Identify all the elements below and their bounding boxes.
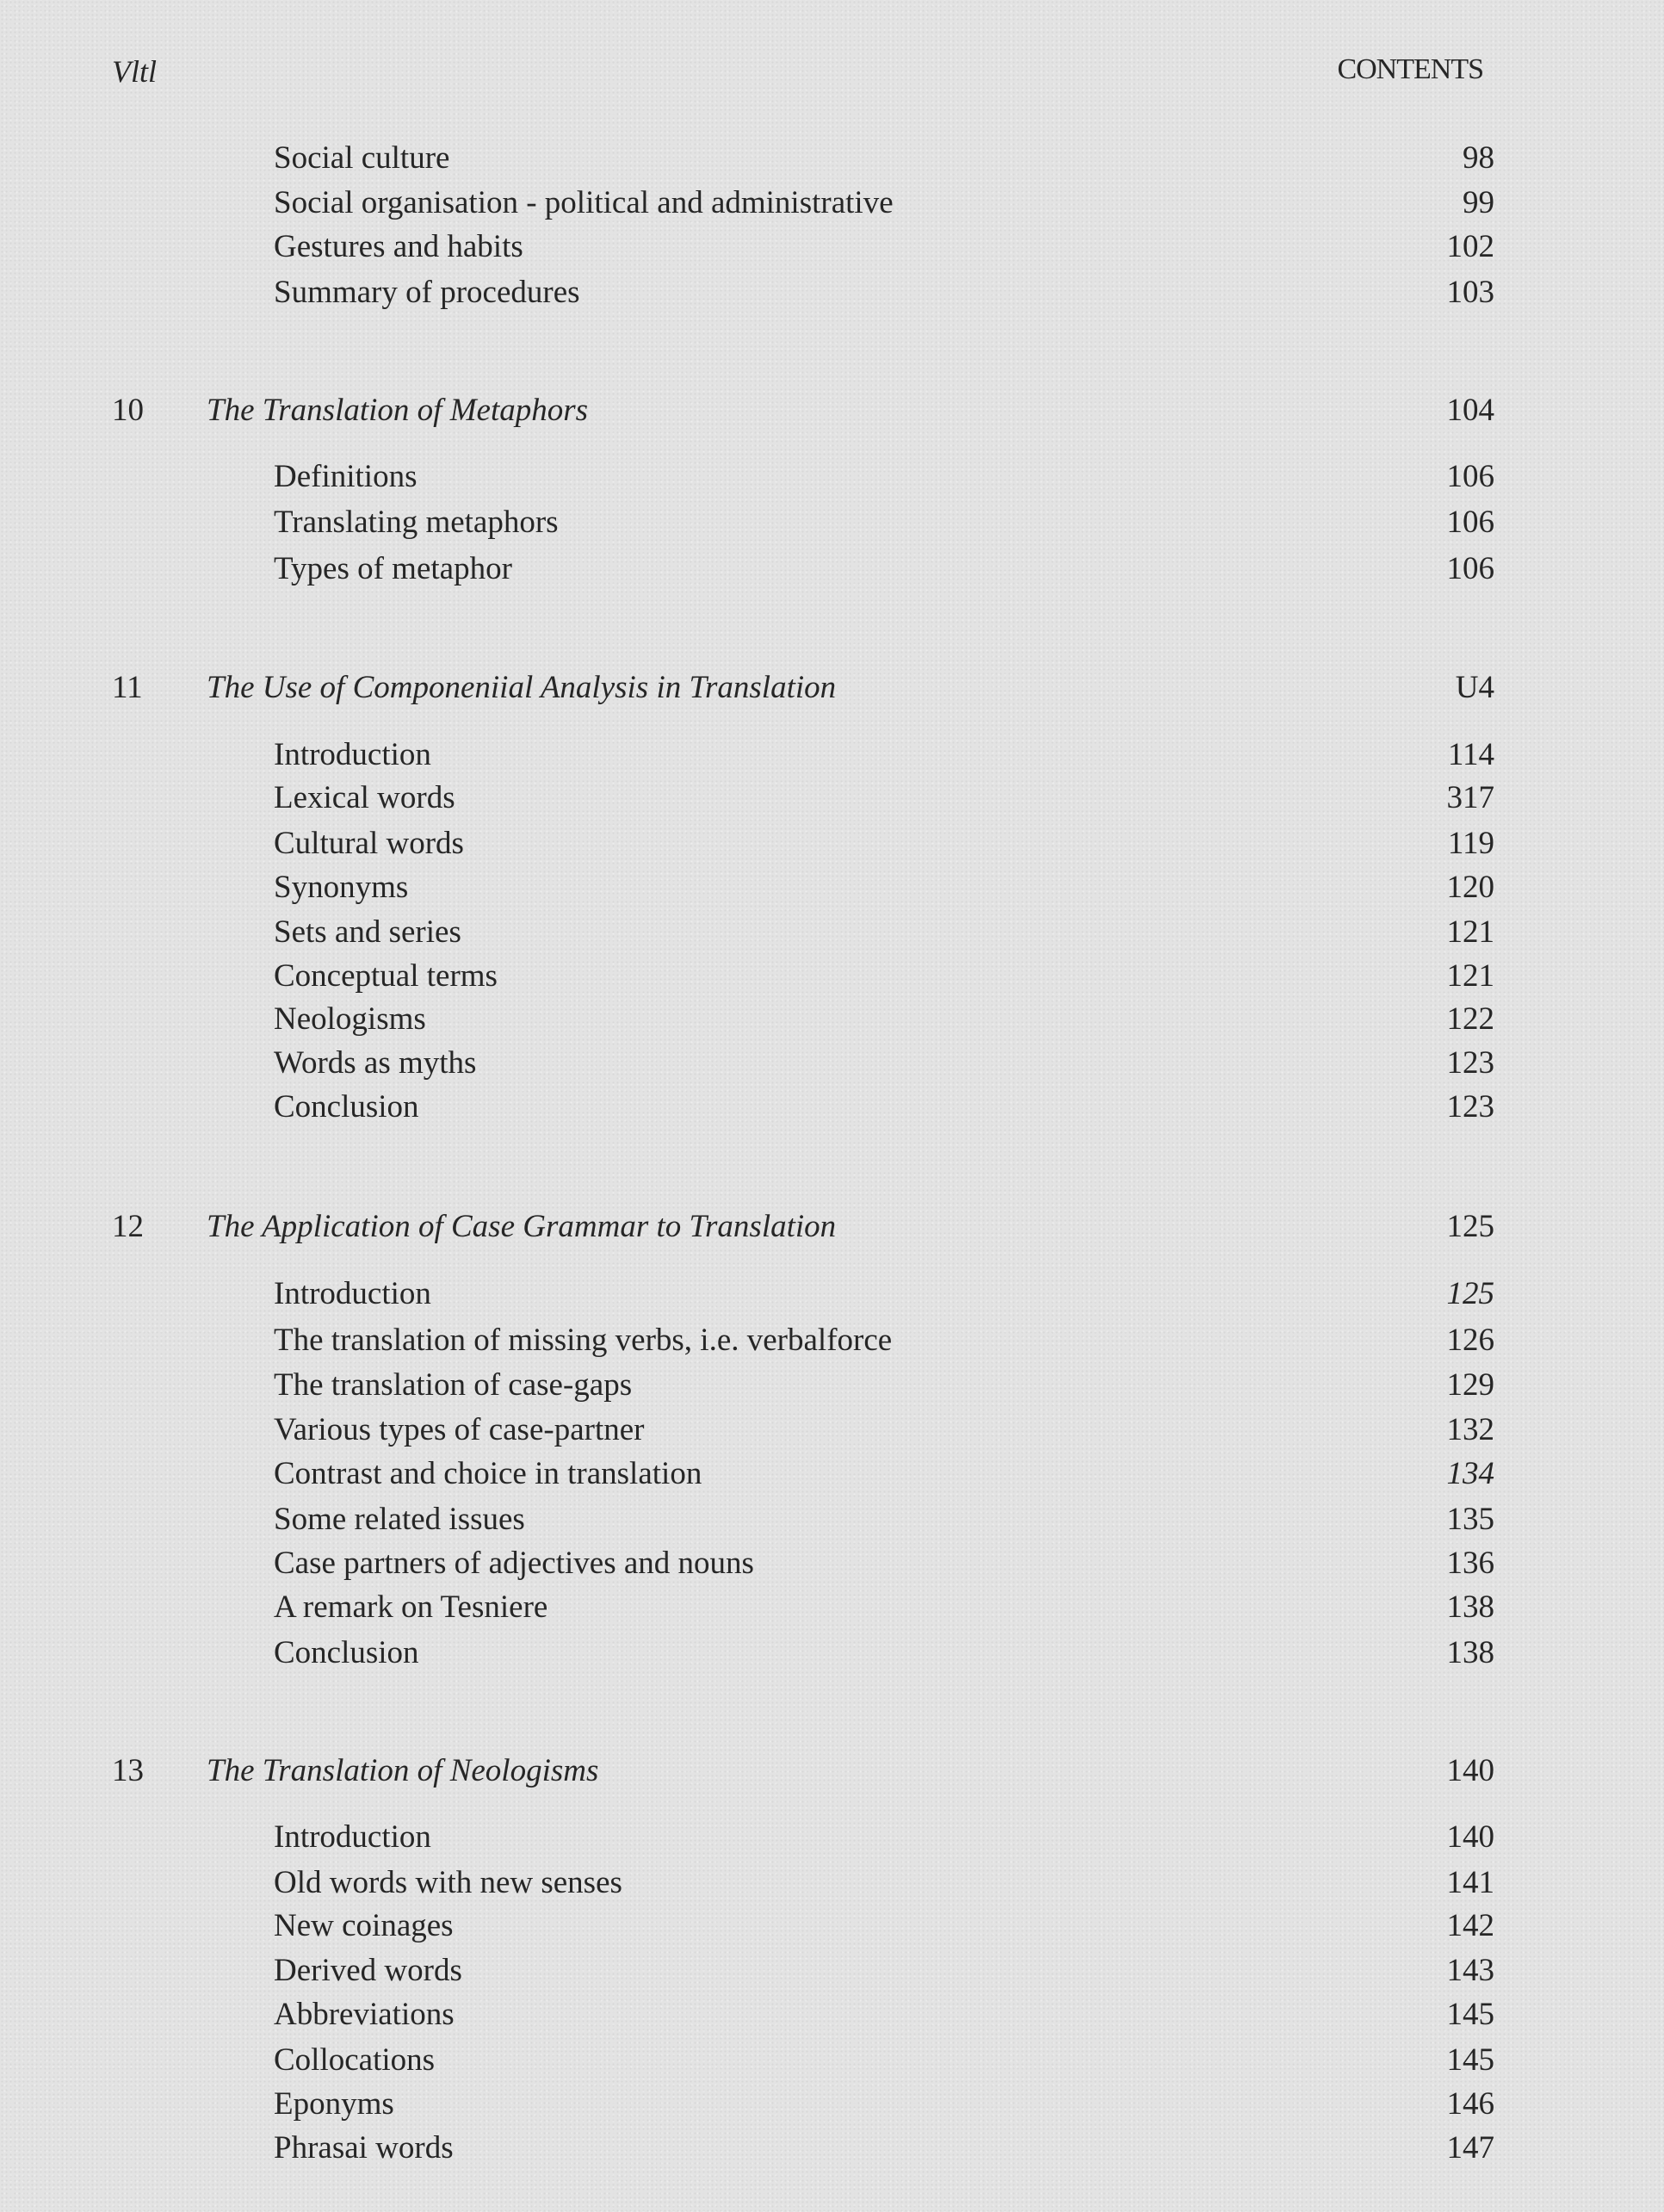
toc-entry-label: Collocations [274, 2042, 436, 2078]
chapter-heading [0, 390, 1664, 431]
toc-entry-page: 126 [1446, 1323, 1494, 1358]
toc-entry-label: Social culture [274, 140, 450, 176]
toc-entry [0, 956, 1664, 997]
toc-entry-page: 102 [1446, 229, 1494, 264]
toc-entry-page: 123 [1446, 1089, 1494, 1125]
toc-entry [0, 912, 1664, 953]
page-number-roman: Vltl [112, 54, 157, 89]
toc-entry [0, 502, 1664, 543]
toc-entry [0, 1453, 1664, 1495]
toc-entry [0, 456, 1664, 498]
toc-entry-label: The translation of case-gaps [274, 1367, 633, 1403]
toc-entry [0, 1365, 1664, 1406]
toc-entry-page: 135 [1446, 1502, 1494, 1537]
toc-entry [0, 1273, 1664, 1315]
toc-entry-page: 140 [1446, 1819, 1494, 1855]
toc-entry [0, 1950, 1664, 1992]
toc-entry-label: Abbreviations [274, 1997, 455, 2032]
toc-entry-page: 121 [1446, 958, 1494, 994]
chapter-heading [0, 1750, 1664, 1792]
toc-entry-label: A remark on Tesniere [274, 1589, 548, 1625]
toc-entry-page: 129 [1446, 1367, 1494, 1403]
toc-entry-label: Types of metaphor [274, 551, 512, 586]
toc-entry-page: 138 [1446, 1589, 1494, 1625]
chapter-number: 10 [112, 393, 144, 428]
toc-entry-label: Derived words [274, 1953, 462, 1988]
chapter-title: The Translation of Neologisms [207, 1753, 599, 1788]
toc-entry [0, 1633, 1664, 1674]
toc-entry [0, 823, 1664, 864]
toc-entry-label: Introduction [274, 1819, 431, 1855]
chapter-heading [0, 1206, 1664, 1248]
toc-entry-label: Conclusion [274, 1635, 419, 1670]
toc-entry [0, 138, 1664, 179]
running-title: CONTENTS [1337, 53, 1483, 85]
toc-entry-page: 136 [1446, 1546, 1494, 1581]
toc-entry-page: 125 [1446, 1276, 1494, 1311]
toc-entry-label: Introduction [274, 737, 431, 772]
toc-entry-page: 145 [1446, 1997, 1494, 2032]
toc-entry [0, 2040, 1664, 2081]
toc-entry-label: The translation of missing verbs, i.e. verbalforce [274, 1323, 893, 1358]
toc-entry-page: 106 [1446, 459, 1494, 494]
toc-entry-page: 120 [1446, 870, 1494, 905]
toc-entry-label: Summary of procedures [274, 275, 580, 310]
toc-entry-label: Various types of case-partner [274, 1412, 645, 1447]
toc-entry [0, 1994, 1664, 2035]
toc-entry-page: 134 [1446, 1456, 1494, 1491]
toc-entry [0, 734, 1664, 776]
toc-entry-label: Old words with new senses [274, 1865, 622, 1900]
chapter-title: The Use of Componeniial Analysis in Translation [207, 670, 837, 705]
toc-entry-page: 145 [1446, 2042, 1494, 2078]
toc-entry-label: Synonyms [274, 870, 409, 905]
toc-entry-page: 142 [1446, 1908, 1494, 1943]
toc-entry-page: 123 [1446, 1045, 1494, 1081]
toc-entry-label: Conclusion [274, 1089, 419, 1125]
toc-entry-page: 122 [1446, 1001, 1494, 1037]
toc-entry-page: 132 [1446, 1412, 1494, 1447]
chapter-title: The Application of Case Grammar to Translation [207, 1209, 837, 1244]
toc-entry [0, 1905, 1664, 1947]
toc-entry [0, 1587, 1664, 1628]
toc-entry-page: 119 [1447, 826, 1494, 861]
toc-entry [0, 1320, 1664, 1361]
chapter-number: 11 [112, 670, 143, 705]
toc-entry-page: 147 [1446, 2130, 1494, 2166]
chapter-page: 104 [1446, 393, 1494, 428]
toc-entry-page: 106 [1446, 505, 1494, 540]
toc-entry-label: Definitions [274, 459, 418, 494]
toc-entry-page: 143 [1446, 1953, 1494, 1988]
toc-entry-label: Lexical words [274, 780, 455, 815]
toc-entry [0, 2128, 1664, 2169]
running-head [0, 53, 1664, 96]
toc-entry-page: 103 [1446, 275, 1494, 310]
chapter-title: The Translation of Metaphors [207, 393, 589, 428]
toc-entry [0, 226, 1664, 268]
chapter-number: 12 [112, 1209, 144, 1244]
toc-entry-label: Words as myths [274, 1045, 477, 1081]
toc-entry-label: Introduction [274, 1276, 431, 1311]
toc-entry [0, 1043, 1664, 1084]
toc-entry [0, 1087, 1664, 1128]
toc-entry-page: 141 [1446, 1865, 1494, 1900]
toc-entry-page: 106 [1446, 551, 1494, 586]
toc-entry-page: 146 [1446, 2086, 1494, 2122]
toc-entry-page: 121 [1446, 914, 1494, 950]
toc-entry [0, 1817, 1664, 1858]
toc-entry [0, 1410, 1664, 1451]
toc-entry-label: Neologisms [274, 1001, 426, 1037]
toc-entry-label: Cultural words [274, 826, 464, 861]
toc-entry-label: Sets and series [274, 914, 461, 950]
toc-entry-page: 138 [1446, 1635, 1494, 1670]
chapter-page: 140 [1446, 1753, 1494, 1788]
toc-entry [0, 183, 1664, 224]
toc-entry [0, 2084, 1664, 2125]
chapter-number: 13 [112, 1753, 144, 1788]
toc-entry-page: 114 [1447, 737, 1494, 772]
toc-entry [0, 867, 1664, 908]
chapter-page: 125 [1446, 1209, 1494, 1244]
toc-entry-page: 99 [1463, 185, 1494, 220]
toc-entry-label: Eponyms [274, 2086, 394, 2122]
toc-entry-label: Social organisation - political and administrative [274, 185, 894, 220]
toc-entry [0, 1499, 1664, 1540]
toc-entry [0, 272, 1664, 313]
toc-entry-label: Conceptual terms [274, 958, 498, 994]
toc-entry-label: New coinages [274, 1908, 454, 1943]
toc-entry-label: Some related issues [274, 1502, 525, 1537]
toc-entry [0, 1543, 1664, 1584]
toc-entry-label: Translating metaphors [274, 505, 559, 540]
toc-entry [0, 999, 1664, 1040]
toc-entry [0, 1862, 1664, 1904]
toc-entry-label: Contrast and choice in translation [274, 1456, 702, 1491]
toc-entry [0, 548, 1664, 590]
toc-entry-label: Case partners of adjectives and nouns [274, 1546, 754, 1581]
toc-entry-label: Gestures and habits [274, 229, 523, 264]
chapter-page: U4 [1455, 670, 1494, 705]
toc-entry [0, 778, 1664, 819]
toc-entry-page: 98 [1463, 140, 1494, 176]
chapter-heading [0, 667, 1664, 709]
toc-entry-label: Phrasai words [274, 2130, 454, 2166]
toc-entry-page: 317 [1446, 780, 1494, 815]
